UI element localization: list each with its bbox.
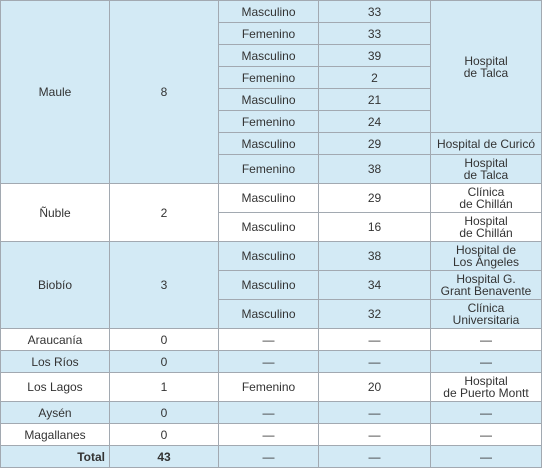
count-cell: 0 xyxy=(110,351,219,373)
age-cell: 24 xyxy=(319,111,431,133)
count-cell: 3 xyxy=(110,242,219,329)
region-cell: Magallanes xyxy=(1,424,110,446)
table-row xyxy=(1,351,542,373)
table-row xyxy=(1,373,542,402)
age-cell: — xyxy=(319,424,431,446)
total-count: 43 xyxy=(110,446,219,468)
age-cell: 38 xyxy=(319,242,431,271)
table-row xyxy=(1,1,542,23)
count-cell: 0 xyxy=(110,424,219,446)
sex-cell: — xyxy=(219,424,319,446)
age-cell: 33 xyxy=(319,23,431,45)
sex-cell: — xyxy=(219,351,319,373)
sex-cell: Masculino xyxy=(219,300,319,329)
sex-cell: Masculino xyxy=(219,271,319,300)
hospital-cell: Hospital G. Grant Benavente xyxy=(431,271,542,300)
hospital-cell: — xyxy=(431,424,542,446)
sex-cell: Masculino xyxy=(219,184,319,213)
age-cell: 29 xyxy=(319,133,431,155)
count-cell: 1 xyxy=(110,373,219,402)
sex-cell: Masculino xyxy=(219,89,319,111)
sex-cell: Masculino xyxy=(219,1,319,23)
region-cell: Ñuble xyxy=(1,184,110,242)
age-cell: 20 xyxy=(319,373,431,402)
hospital-cell: Hospital de Puerto Montt xyxy=(431,373,542,402)
region-cell: Los Lagos xyxy=(1,373,110,402)
hospital-cell: Hospital de Los Ángeles xyxy=(431,242,542,271)
age-cell: 34 xyxy=(319,271,431,300)
region-cell: Maule xyxy=(1,1,110,184)
hospital-cell: Hospital de Chillán xyxy=(431,213,542,242)
region-cell: Biobío xyxy=(1,242,110,329)
sex-cell: — xyxy=(219,402,319,424)
sex-cell: Femenino xyxy=(219,111,319,133)
sex-cell: Masculino xyxy=(219,213,319,242)
sex-cell: — xyxy=(219,329,319,351)
hospital-cell: — xyxy=(431,446,542,468)
sex-cell: Femenino xyxy=(219,155,319,184)
hospital-cell: Hospital de Talca xyxy=(431,155,542,184)
count-cell: 2 xyxy=(110,184,219,242)
sex-cell: Femenino xyxy=(219,67,319,89)
sex-cell: Femenino xyxy=(219,373,319,402)
age-cell: 32 xyxy=(319,300,431,329)
region-cell: Los Ríos xyxy=(1,351,110,373)
hospital-cell: Hospital de Curicó xyxy=(431,133,542,155)
table-row xyxy=(1,329,542,351)
total-row xyxy=(1,446,542,468)
hospital-cell: Hospital de Talca xyxy=(431,1,542,133)
hospital-cell: Clínica de Chillán xyxy=(431,184,542,213)
table-row xyxy=(1,424,542,446)
age-cell: — xyxy=(319,402,431,424)
count-cell: 0 xyxy=(110,402,219,424)
table-row xyxy=(1,242,542,271)
age-cell: 38 xyxy=(319,155,431,184)
count-cell: 0 xyxy=(110,329,219,351)
age-cell: 39 xyxy=(319,45,431,67)
age-cell: 16 xyxy=(319,213,431,242)
age-cell: 29 xyxy=(319,184,431,213)
sex-cell: Masculino xyxy=(219,133,319,155)
table-row xyxy=(1,402,542,424)
region-cell: Araucanía xyxy=(1,329,110,351)
sex-cell: Masculino xyxy=(219,45,319,67)
age-cell: 33 xyxy=(319,1,431,23)
age-cell: 2 xyxy=(319,67,431,89)
sex-cell: Masculino xyxy=(219,242,319,271)
age-cell: — xyxy=(319,446,431,468)
sex-cell: Femenino xyxy=(219,23,319,45)
age-cell: — xyxy=(319,329,431,351)
age-cell: 21 xyxy=(319,89,431,111)
hospital-cell: — xyxy=(431,351,542,373)
age-cell: — xyxy=(319,351,431,373)
table-row xyxy=(1,184,542,213)
hospital-cell: — xyxy=(431,402,542,424)
region-cell: Aysén xyxy=(1,402,110,424)
hospital-cell: Clínica Universitaria xyxy=(431,300,542,329)
hospital-cell: — xyxy=(431,329,542,351)
total-label: Total xyxy=(1,446,110,468)
sex-cell: — xyxy=(219,446,319,468)
count-cell: 8 xyxy=(110,1,219,184)
